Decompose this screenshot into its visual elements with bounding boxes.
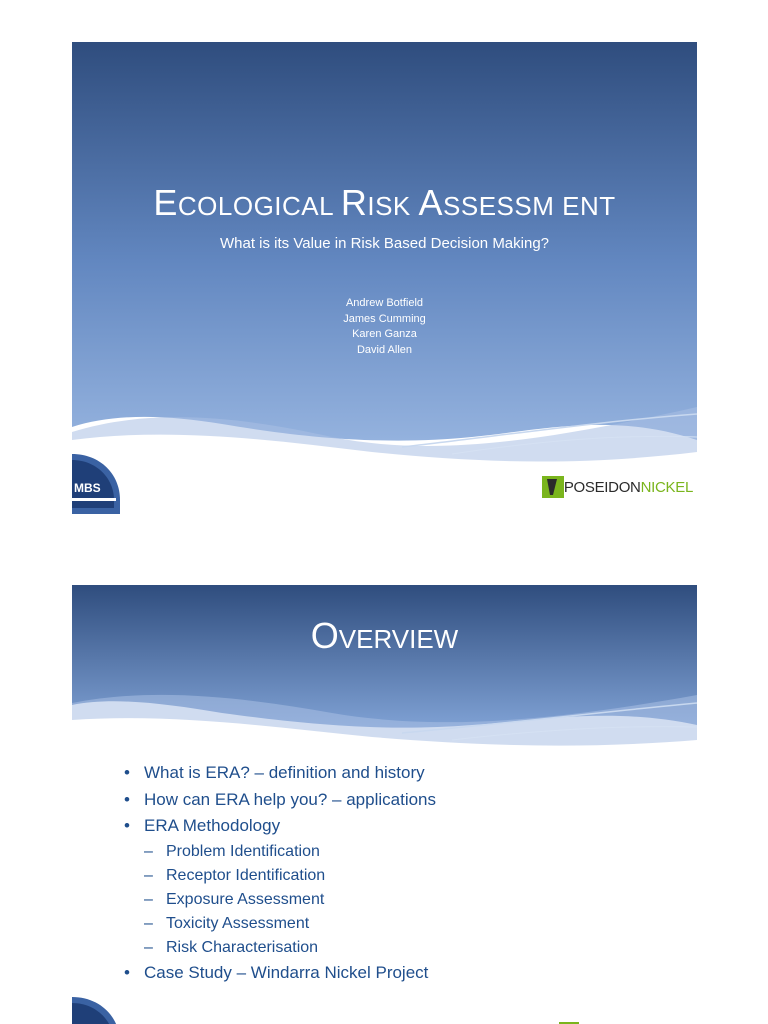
- bullet-item: • Case Study – Windarra Nickel Project: [124, 962, 429, 982]
- slide1-background: [72, 42, 697, 520]
- overview-bullet-list: [124, 760, 436, 986]
- mbs-logo: [72, 452, 122, 520]
- author-name: Karen Ganza: [352, 328, 417, 340]
- sub-bullet-item: – Receptor Identification: [144, 866, 326, 884]
- poseidon-nickel-logo: POSEIDONNICKEL: [542, 476, 693, 498]
- mbs-logo-partial: [72, 995, 122, 1024]
- slide2-title: OVERVIEW: [310, 615, 459, 656]
- bullet-item: • What is ERA? – definition and history: [124, 763, 425, 782]
- bullet-item: • How can ERA help you? – applications: [124, 789, 437, 809]
- poseidon-mark-partial-icon: [559, 1017, 579, 1024]
- sub-bullet-item: – Risk Characterisation: [144, 938, 319, 956]
- author-name: James Cumming: [343, 312, 426, 325]
- author-name: Andrew Botfield: [345, 297, 424, 309]
- sub-bullet-item: – Exposure Assessment: [144, 890, 325, 908]
- svg-text:MBS: MBS: [74, 481, 101, 495]
- slide1-title: ECOLOGICAL RISK ASSESSM ENT: [153, 182, 616, 223]
- bullet-item: • ERA Methodology: [124, 816, 281, 835]
- title-slide: [72, 42, 697, 520]
- overview-slide: [72, 585, 697, 1024]
- sub-bullet-item: – Toxicity Assessment: [144, 914, 310, 932]
- sub-bullet-item: – Problem Identification: [144, 842, 320, 860]
- author-name: David Allen: [356, 343, 413, 356]
- author-list: [72, 296, 697, 358]
- slide1-subtitle: What is its Value in Risk Based Decision Making?: [219, 235, 550, 252]
- poseidon-mark-icon: [542, 476, 564, 498]
